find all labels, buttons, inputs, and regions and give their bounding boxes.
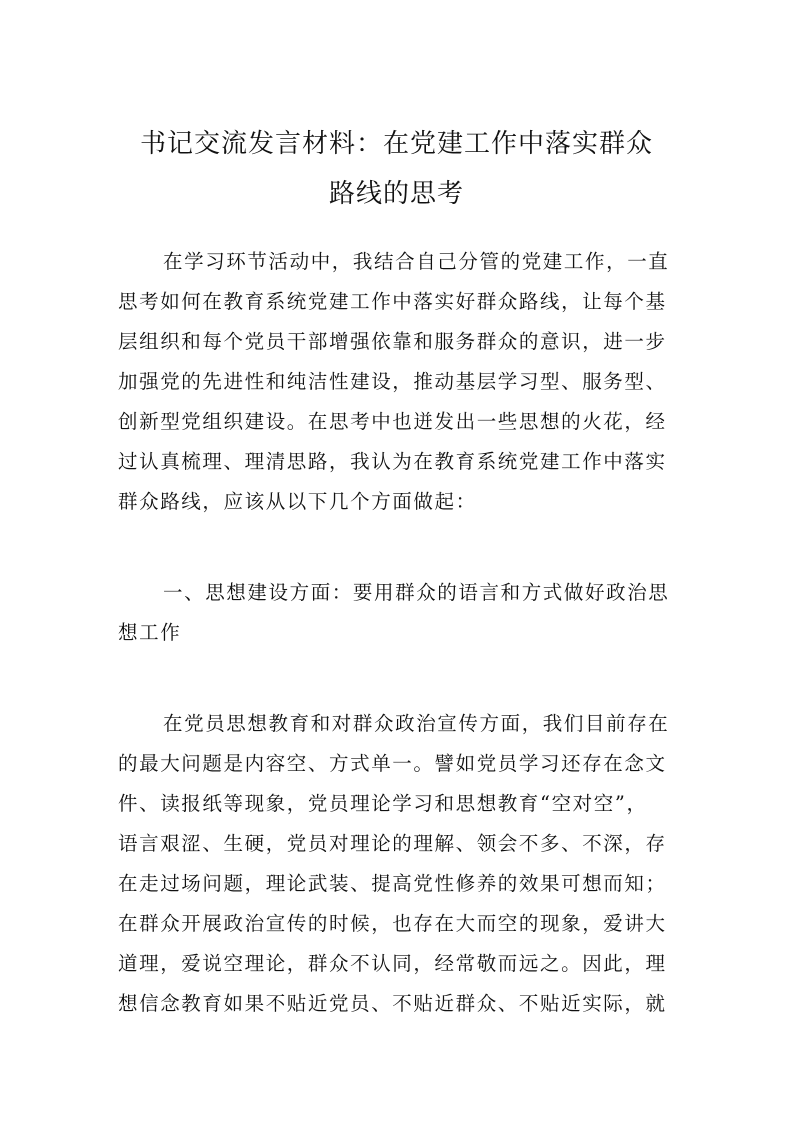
text-line: 思考如何在教育系统党建工作中落实好群众路线，让每个基 (118, 290, 667, 313)
text-line: 的最大问题是内容空、方式单一。譬如党员学习还存在念文 (118, 752, 667, 775)
text-line: 语言艰涩、生硬，党员对理论的理解、领会不多、不深，存 (118, 832, 667, 855)
text-line: 群众路线，应该从以下几个方面做起： (118, 490, 477, 513)
text-line: 加强党的先进性和纯洁性建设，推动基层学习型、服务型、 (118, 370, 667, 393)
text-line: 创新型党组织建设。在思考中也迸发出一些思想的火花，经 (118, 410, 667, 433)
text-line: 在走过场问题，理论武装、提高党性修养的效果可想而知； (118, 872, 667, 895)
text-line: 想工作 (118, 621, 182, 644)
text-line: 道理，爱说空理论，群众不认同，经常敬而远之。因此，理 (118, 952, 667, 975)
text-line: 件、读报纸等现象，党员理论学习和思想教育“空对空”， (118, 792, 648, 815)
intro-paragraph (118, 242, 675, 522)
text-line: 在党员思想教育和对群众政治宣传方面，我们目前存在 (163, 712, 670, 735)
text-line: 层组织和每个党员干部增强依靠和服务群众的意识，进一步 (118, 330, 667, 353)
text-line: 一、思想建设方面：要用群众的语言和方式做好政治思 (163, 581, 670, 604)
section-heading-1 (118, 573, 675, 653)
text-line: 过认真梳理、理清思路，我认为在教育系统党建工作中落实 (118, 450, 667, 473)
document-title-line-2: 路线的思考 (328, 179, 464, 209)
text-line: 想信念教育如果不贴近党员、不贴近群众、不贴近实际，就 (118, 992, 667, 1015)
document-title-line-1: 书记交流发言材料：在党建工作中落实群众 (139, 129, 653, 159)
text-line: 在学习环节活动中，我结合自己分管的党建工作，一直 (163, 250, 670, 273)
section-1-paragraph (118, 704, 675, 1024)
text-line: 在群众开展政治宣传的时候，也存在大而空的现象，爱讲大 (118, 912, 667, 935)
